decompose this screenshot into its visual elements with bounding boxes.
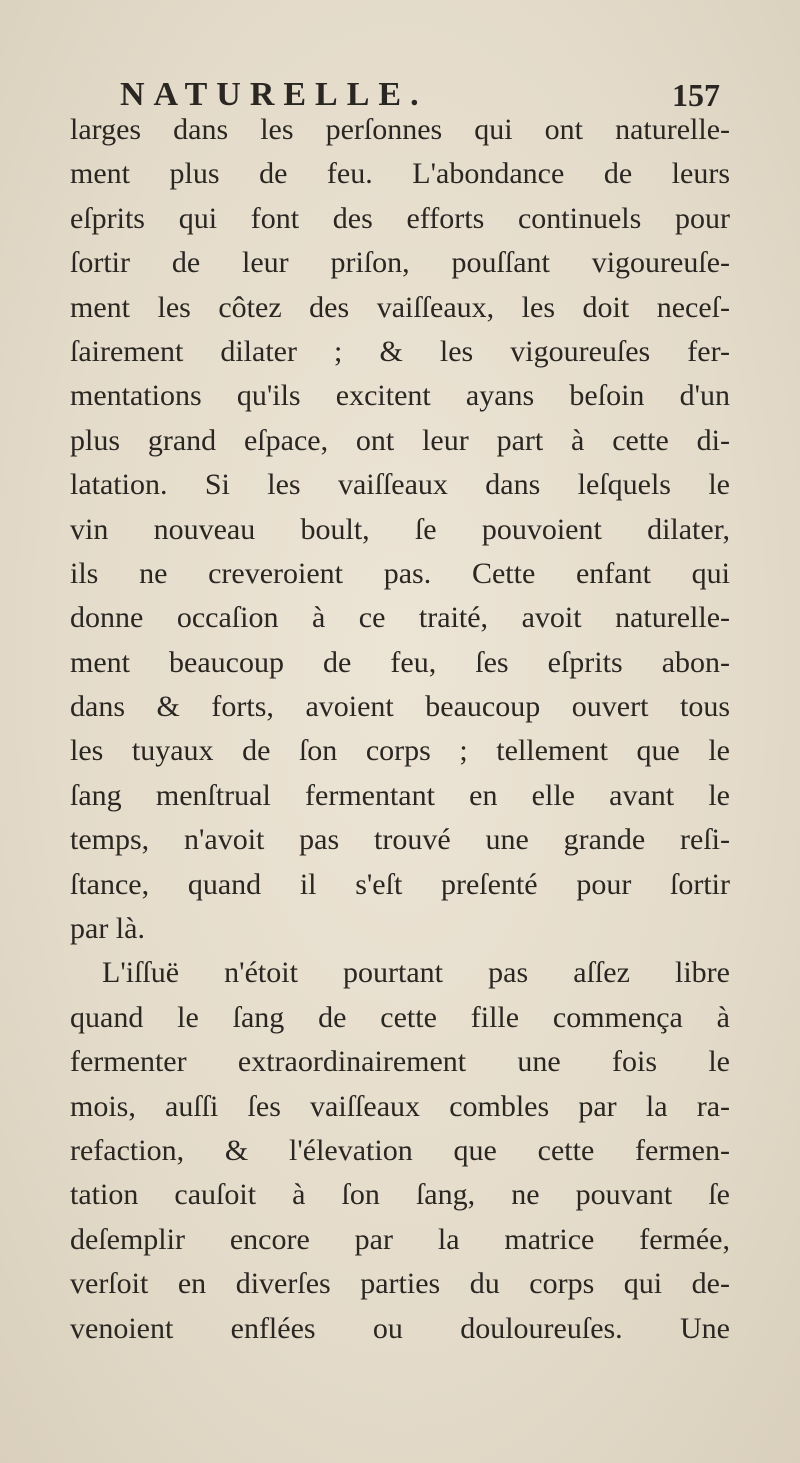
text-line: tation cauſoit à ſon ſang, ne pouvant ſe: [70, 1178, 730, 1212]
text-line: fermenter extraordinairement une fois le: [70, 1045, 730, 1079]
page-number: 157: [672, 77, 720, 113]
text-line: verſoit en diverſes parties du corps qui de-: [70, 1267, 730, 1301]
running-title: NATURELLE.: [120, 76, 428, 113]
text-line: deſemplir encore par la matrice fermée,: [70, 1222, 730, 1256]
paragraph-start-line: L'iſſuë n'étoit pourtant pas aſſez libre: [102, 956, 730, 990]
text-line: ſairement dilater ; & les vigoureuſes fer-: [70, 334, 730, 368]
text-line: eſprits qui font des efforts continuels pour: [70, 201, 730, 235]
text-line: refaction, & l'élevation que cette fermen-: [70, 1133, 730, 1167]
text-line: ſang menſtrual fermentant en elle avant le: [70, 778, 730, 812]
body-text: [70, 108, 730, 1351]
text-line: donne occaſion à ce traité, avoit naturelle-: [70, 601, 730, 635]
paragraph-end-line: par là.: [70, 912, 145, 946]
text-line: ils ne creveroient pas. Cette enfant qui: [70, 556, 730, 590]
text-line: mentations qu'ils excitent ayans beſoin d'un: [70, 379, 730, 413]
text-line: latation. Si les vaiſſeaux dans leſquels le: [70, 468, 730, 502]
text-line: temps, n'avoit pas trouvé une grande reſi-: [70, 823, 730, 857]
text-line: larges dans les perſonnes qui ont naturelle-: [70, 113, 730, 146]
text-line: ment les côtez des vaiſſeaux, les doit neceſ-: [70, 290, 730, 324]
text-line: quand le ſang de cette fille commença à: [70, 1000, 730, 1034]
text-line: ment plus de feu. L'abondance de leurs: [70, 157, 730, 191]
text-line: ment beaucoup de feu, ſes eſprits abon-: [70, 645, 730, 679]
text-line: venoient enflées ou douloureuſes. Une: [70, 1311, 730, 1345]
text-line: plus grand eſpace, ont leur part à cette di-: [70, 423, 730, 457]
text-line: les tuyaux de ſon corps ; tellement que le: [70, 734, 730, 768]
text-line: dans & forts, avoient beaucoup ouvert tous: [70, 690, 730, 724]
text-line: vin nouveau boult, ſe pouvoient dilater,: [70, 512, 730, 546]
text-line: ſtance, quand il s'eſt preſenté pour ſortir: [70, 867, 730, 901]
text-line: ſortir de leur priſon, pouſſant vigoureuſe-: [70, 246, 730, 280]
text-line: mois, auſſi ſes vaiſſeaux combles par la ra-: [70, 1089, 730, 1123]
